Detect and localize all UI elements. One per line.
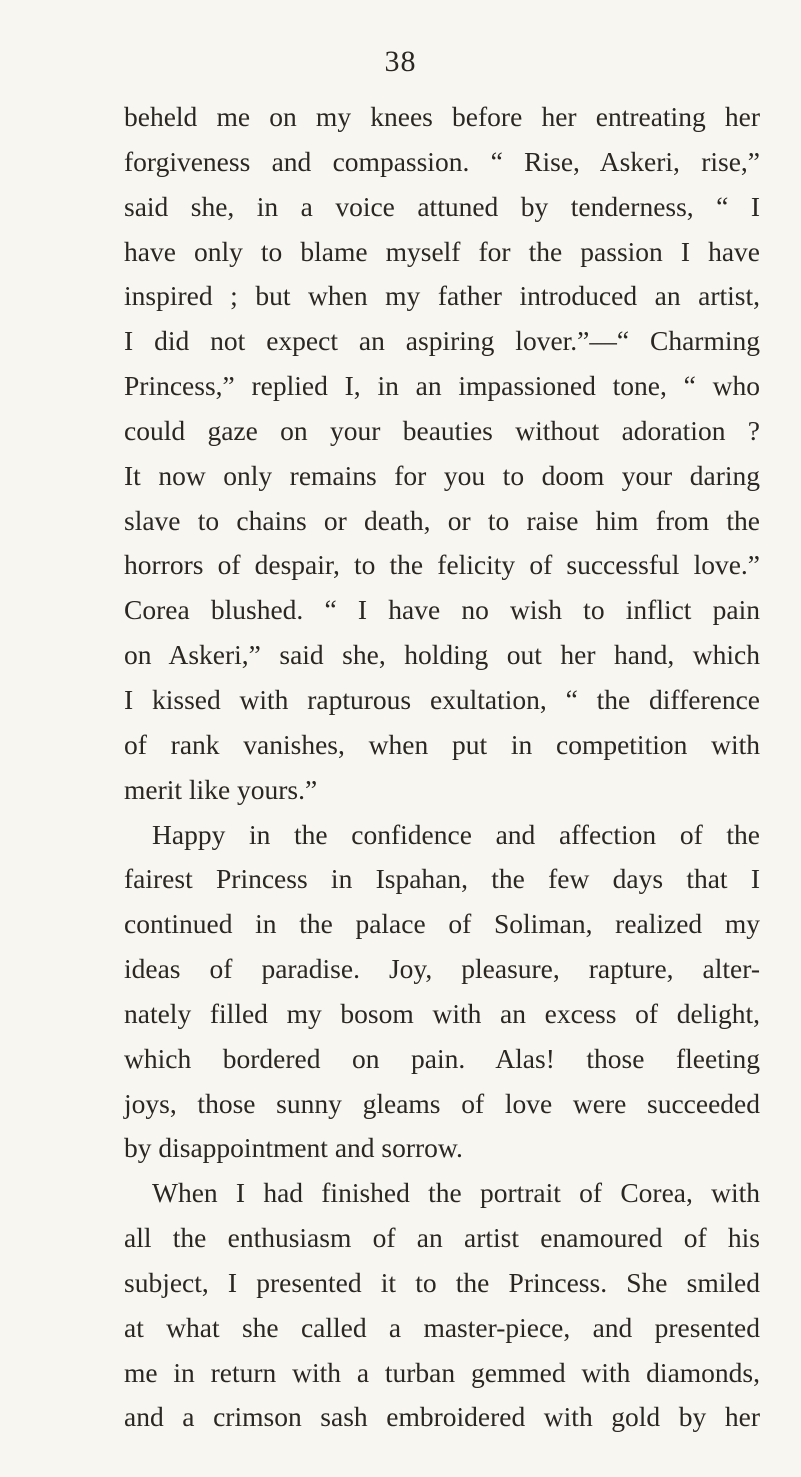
text-line: joys, those sunny gleams of love were succeeded xyxy=(124,1087,760,1119)
text-line: horrors of despair, to the felicity of successful love.” xyxy=(124,549,760,581)
text-line: on Askeri,” said she, holding out her hand, which xyxy=(124,639,760,671)
page-number: 38 xyxy=(384,45,417,78)
paragraph-end-line: merit like yours.” xyxy=(124,773,318,805)
paragraph-start-line: Happy in the confidence and affection of the xyxy=(152,818,760,850)
text-line: nately filled my bosom with an excess of delight, xyxy=(124,997,760,1029)
text-line: have only to blame myself for the passion I have xyxy=(124,235,760,267)
text-line: could gaze on your beauties without adoration ? xyxy=(124,414,760,446)
text-line: all the enthusiasm of an artist enamoured of his xyxy=(124,1222,760,1254)
text-line: at what she called a master-piece, and presented xyxy=(124,1311,760,1343)
text-line: and a crimson sash embroidered with gold by her xyxy=(124,1401,760,1433)
text-line: said she, in a voice attuned by tenderness, “ I xyxy=(124,190,760,222)
text-line: me in return with a turban gemmed with diamonds, xyxy=(124,1356,760,1388)
text-line: Princess,” replied I, in an impassioned tone, “ who xyxy=(124,370,760,402)
text-line: fairest Princess in Ispahan, the few days that I xyxy=(124,863,760,895)
text-line: forgiveness and compassion. “ Rise, Askeri, rise,” xyxy=(124,145,760,177)
body-text xyxy=(124,95,760,1440)
text-line: of rank vanishes, when put in competition with xyxy=(124,728,760,760)
text-line: subject, I presented it to the Princess. She smiled xyxy=(124,1266,760,1298)
text-line: inspired ; but when my father introduced an artist, xyxy=(124,280,760,312)
paragraph-start-line: When I had finished the portrait of Corea, with xyxy=(152,1177,760,1209)
text-line: I did not expect an aspiring lover.”—“ Charming xyxy=(124,325,760,357)
paragraph-end-line: by disappointment and sorrow. xyxy=(124,1132,463,1164)
text-line: I kissed with rapturous exultation, “ the difference xyxy=(124,683,760,715)
text-line: continued in the palace of Soliman, realized my xyxy=(124,908,760,940)
text-line: ideas of paradise. Joy, pleasure, rapture, alter- xyxy=(124,953,760,985)
text-line: slave to chains or death, or to raise him from the xyxy=(124,504,760,536)
text-line: which bordered on pain. Alas! those fleeting xyxy=(124,1042,760,1074)
text-line: It now only remains for you to doom your daring xyxy=(124,459,760,491)
text-line: Corea blushed. “ I have no wish to inflict pain xyxy=(124,594,760,626)
text-line: beheld me on my knees before her entreating her xyxy=(124,101,760,132)
